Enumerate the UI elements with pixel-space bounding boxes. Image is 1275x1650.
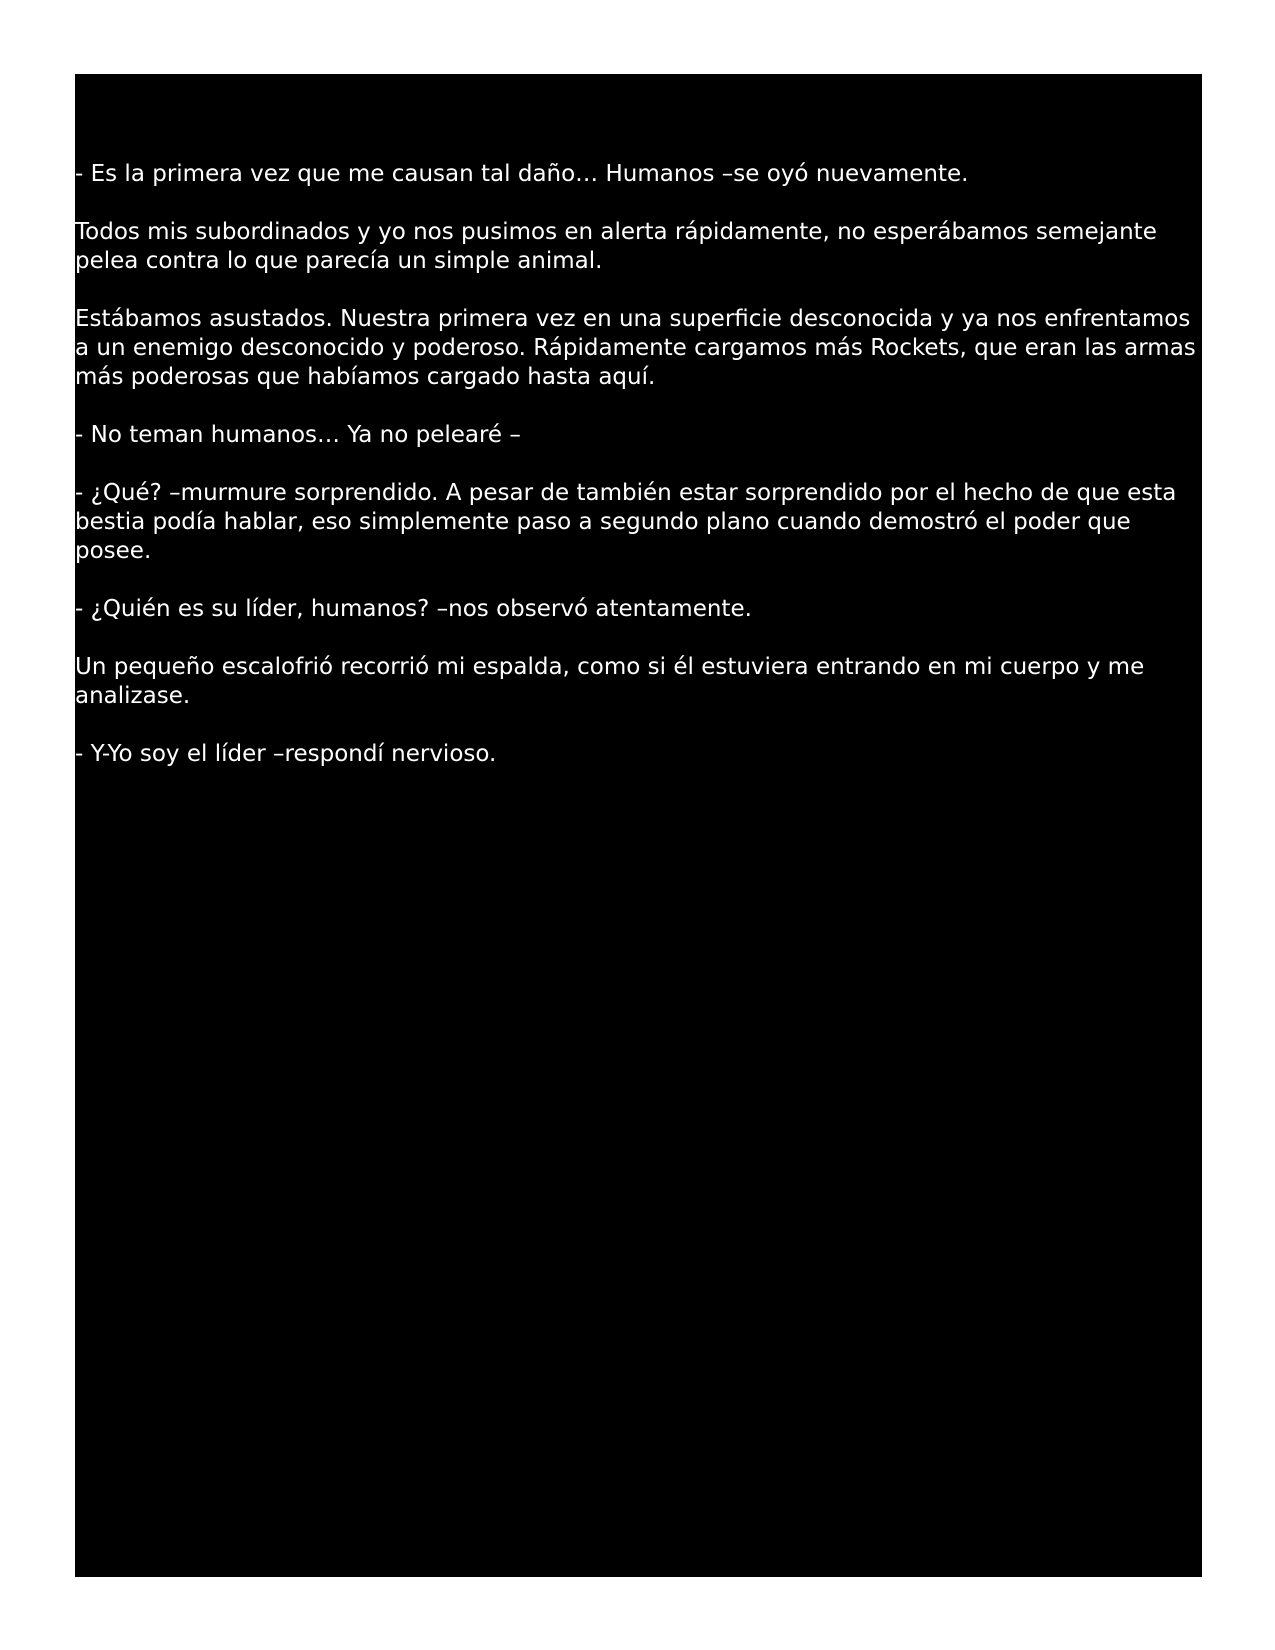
paragraph: - ¿Qué? –murmure sorprendido. A pesar de también estar sorprendido por el hecho de que esta bestia podía hablar, eso simplemente paso a segundo plano cuando demostró el poder que posee. (75, 480, 1177, 564)
document-text-body (75, 160, 1202, 798)
paragraph: - ¿Quién es su líder, humanos? –nos observó atentamente. (75, 596, 752, 622)
paragraph: - Y-Yo soy el líder –respondí nervioso. (75, 741, 497, 767)
document-page-block (75, 74, 1202, 1577)
paragraph: - No teman humanos… Ya no pelearé – (75, 422, 521, 448)
paragraph: - Es la primera vez que me causan tal daño… Humanos –se oyó nuevamente. (75, 161, 969, 187)
paragraph: Estábamos asustados. Nuestra primera vez en una superficie desconocida y ya nos enfrentamos a un enemigo desconocido y poderoso. Rápidamente cargamos más Rockets, que eran las armas más poderosas que habíamos cargado hasta aquí. (75, 306, 1196, 390)
paragraph: Un pequeño escalofrió recorrió mi espalda, como si él estuviera entrando en mi cuerpo y me analizase. (75, 654, 1145, 709)
paragraph: Todos mis subordinados y yo nos pusimos en alerta rápidamente, no esperábamos semejante pelea contra lo que parecía un simple animal. (75, 219, 1157, 274)
